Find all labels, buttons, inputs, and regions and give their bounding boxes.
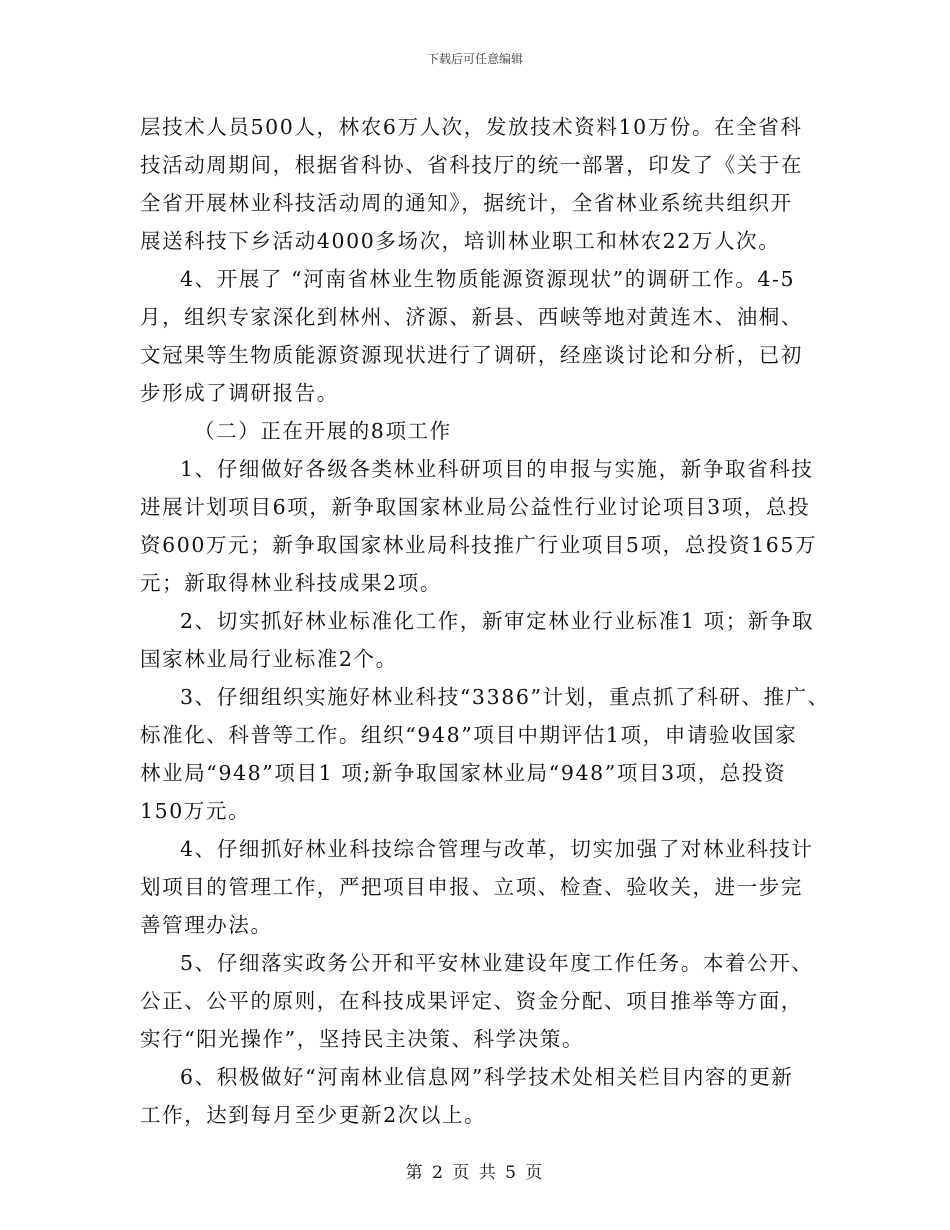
section-heading: （二）正在开展的8项工作	[194, 419, 452, 443]
text-line: 公正、公平的原则，在科技成果评定、资金分配、项目推举等方面，	[140, 989, 803, 1013]
text-line: 4、开展了 “河南省林业生物质能源资源现状”的调研工作。4-5	[180, 267, 796, 291]
text-line: 技活动周期间，根据省科协、省科技厅的统一部署，印发了《关于在	[140, 153, 803, 177]
text-line: 全省开展林业科技活动周的通知》，据统计，全省林业系统共组织开	[140, 191, 793, 215]
text-line: 5、仔细落实政务公开和平安林业建设年度工作任务。本着公开、	[180, 951, 814, 975]
text-line: 2、切实抓好林业标准化工作，新审定林业行业标准1 项；新争取	[180, 609, 815, 633]
document-body	[140, 108, 830, 1134]
text-line: 工作，达到每月至少更新2次以上。	[140, 1103, 487, 1127]
text-line: 文冠果等生物质能源资源现状进行了调研，经座谈讨论和分析，已初	[140, 343, 803, 367]
text-line: 展送科技下乡活动4000多场次，培训林业职工和林农22万人次。	[140, 229, 781, 253]
page-number: 第 2 页 共 5 页	[405, 1163, 545, 1183]
text-line: 进展计划项目6项，新争取国家林业局公益性行业讨论项目3项，总投	[140, 495, 811, 519]
text-line: 1、仔细做好各级各类林业科研项目的申报与实施，新争取省科技	[180, 457, 814, 481]
text-line: 4、仔细抓好林业科技综合管理与改革，切实加强了对林业科技计	[180, 837, 814, 861]
text-line: 150万元。	[140, 799, 251, 823]
text-line: 3、仔细组织实施好林业科技“3386”计划，重点抓了科研、推广、	[180, 685, 830, 709]
text-line: 实行“阳光操作”，坚持民主决策、科学决策。	[140, 1027, 585, 1051]
text-line: 林业局“948”项目1 项;新争取国家林业局“948”项目3项，总投资	[140, 761, 787, 785]
text-line: 6、积极做好“河南林业信息网”科学技术处相关栏目内容的更新	[180, 1065, 794, 1089]
text-line: 标准化、科普等工作。组织“948”项目中期评估1项，申请验收国家	[140, 723, 798, 747]
text-line: 资600万元；新争取国家林业局科技推广行业项目5项，总投资165万	[140, 533, 818, 557]
text-line: 步形成了调研报告。	[140, 381, 339, 405]
text-line: 层技术人员500人，林农6万人次，发放技术资料10万份。在全省科	[140, 115, 803, 139]
text-line: 元；新取得林业科技成果2项。	[140, 571, 442, 595]
page-header: 下载后可任意编辑	[426, 52, 523, 66]
text-line: 划项目的管理工作，严把项目申报、立项、检查、验收关，进一步完	[140, 875, 803, 899]
text-line: 月，组织专家深化到林州、济源、新县、西峡等地对黄连木、油桐、	[140, 305, 803, 329]
text-line: 善管理办法。	[140, 913, 273, 937]
text-line: 国家林业局行业标准2个。	[140, 647, 398, 671]
